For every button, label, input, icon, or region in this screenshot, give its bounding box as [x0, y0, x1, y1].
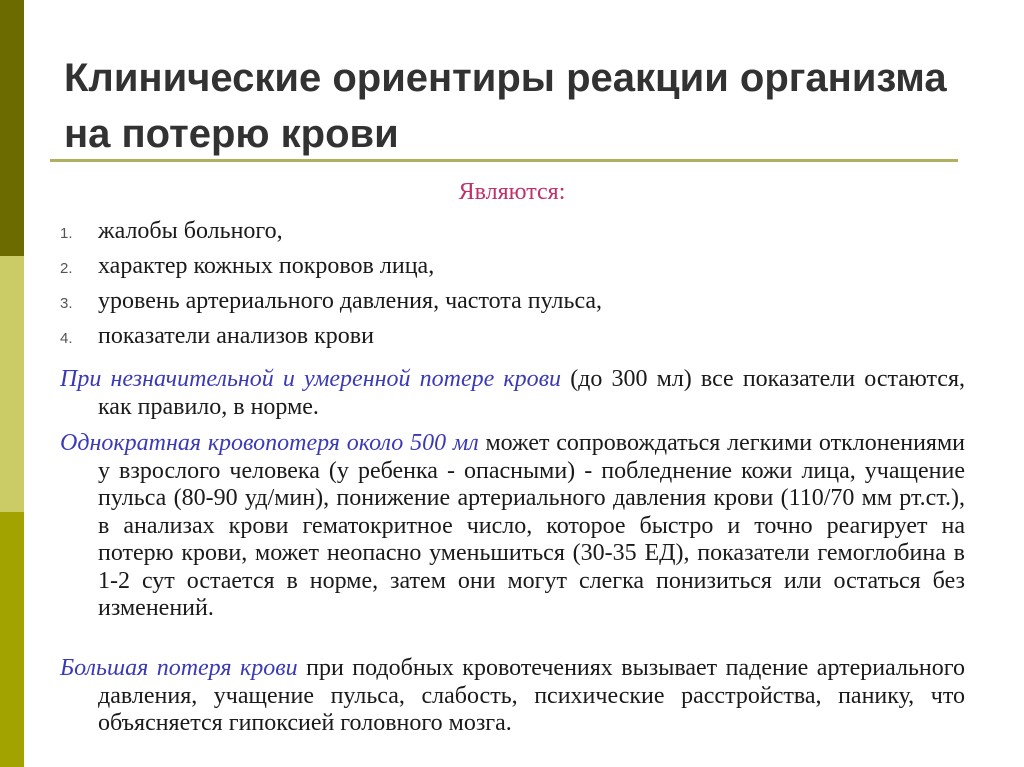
list-item-text: жалобы больного,: [98, 218, 283, 244]
criteria-list: [60, 216, 602, 356]
paragraph-body: [60, 366, 965, 421]
slide-title: Клинические ориентиры реакции организма на потерю крови: [64, 56, 947, 156]
sidebar-segment-middle: [0, 256, 24, 512]
paragraph-lead: Однократная кровопотеря около 500 мл: [60, 430, 479, 456]
paragraph-text: при подобных кровотечениях вызывает падение артериального давления, учащение пульса, слабость, психические расстройства, панику, что объясняется гипоксией головного мозга.: [98, 655, 965, 736]
list-item-number: 2.: [60, 260, 73, 277]
list-item: [60, 286, 602, 321]
list-item-number: 3.: [60, 295, 73, 312]
list-item-text: характер кожных покровов лица,: [98, 253, 435, 279]
list-item-text: показатели анализов крови: [98, 323, 374, 349]
paragraph-body: [60, 430, 965, 623]
list-item: [60, 321, 602, 356]
list-item: [60, 216, 602, 251]
slide-subtitle: Являются:: [458, 179, 566, 205]
paragraph-major-loss: [60, 655, 965, 738]
paragraph-lead: При незначительной и умеренной потере крови: [60, 366, 562, 392]
paragraph-lead: Большая потеря крови: [60, 655, 298, 681]
list-item-number: 4.: [60, 330, 73, 347]
title-divider: [50, 159, 958, 162]
paragraph-minor-loss: [60, 366, 965, 421]
paragraph-body: [60, 655, 965, 738]
paragraph-text: может сопровождаться легкими отклонениями у взрослого человека (у ребенка - опасными) - побледнение кожи лица, учащение пульса (80-90 уд/мин), понижение артериального давления крови (110/70 мм рт.ст.), в анализах крови гематокритное число, которое быстро и точно реагирует на потерю крови, может неопасно уменьшиться (30-35 ЕД), показатели гемоглобина в 1-2 сут остается в норме, затем они могут слегка понизиться или остаться без изменений.: [98, 430, 965, 621]
sidebar-segment-bottom: [0, 512, 24, 767]
list-item-number: 1.: [60, 225, 73, 242]
list-item: [60, 251, 602, 286]
list-item-text: уровень артериального давления, частота пульса,: [98, 288, 603, 314]
sidebar-segment-top: [0, 0, 24, 256]
sidebar-accent: [0, 0, 24, 767]
paragraph-500ml-loss: [60, 430, 965, 623]
paragraph-text: (до 300 мл) все показатели остаются, как правило, в норме.: [98, 366, 965, 420]
